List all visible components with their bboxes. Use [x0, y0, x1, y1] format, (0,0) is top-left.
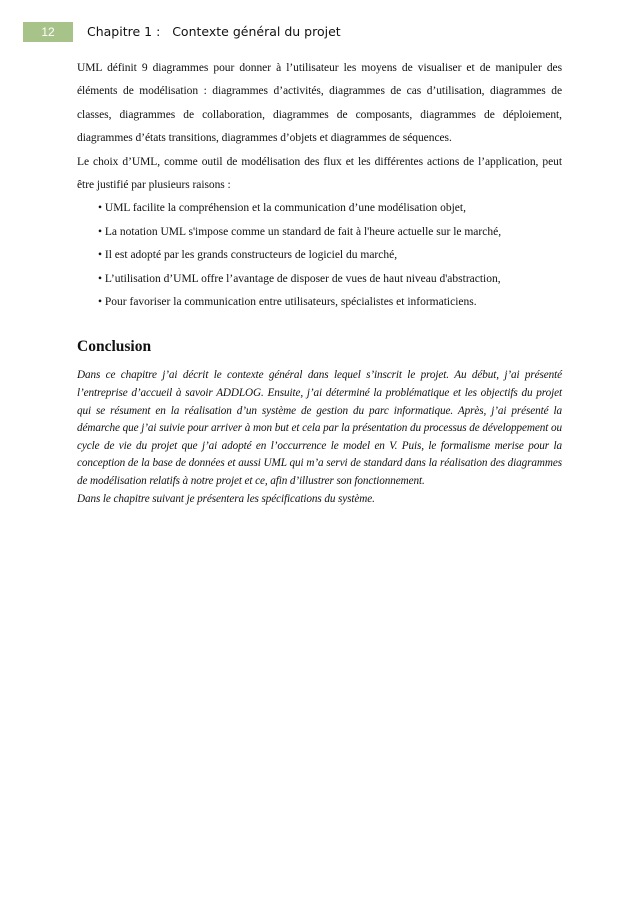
list-item: • Il est adopté par les grands constructeurs de logiciel du marché, — [98, 249, 398, 262]
list-item: • La notation UML s'impose comme un standard de fait à l'heure actuelle sur le marché, — [98, 225, 502, 238]
page-content — [77, 57, 562, 508]
list-item: • Pour favoriser la communication entre utilisateurs, spécialistes et informaticiens. — [98, 296, 477, 309]
page-number: 12 — [23, 22, 73, 42]
next-chapter-paragraph: Dans le chapitre suivant je présentera les spécifications du système. — [77, 492, 375, 505]
chapter-title: Chapitre 1 : Contexte général du projet — [87, 24, 341, 39]
uml-choice-paragraph: Le choix d’UML, comme outil de modélisation des flux et les différentes actions de l’application, peut être justifié par plusieurs raisons : — [77, 155, 562, 192]
conclusion-heading: Conclusion — [77, 338, 152, 356]
conclusion-paragraph: Dans ce chapitre j’ai décrit le contexte général dans lequel s’inscrit le projet. Au début, j’ai présenté l’entreprise d’accueil à savoir ADDLOG. Ensuite, j’ai déterminé la problématique et les objectifs du projet qui se résument en la réalisation d’un système de gestion du parc informatique. Après, j’ai présenté la démarche que j’ai suivie pour arriver à mon but et cela par la présentation du processus de développement ou cycle de vie du projet que j’ai adopté en l’occurrence le model en V. Puis, le formalisme merise pour la conception de la base de données et aussi UML qui m’a servi de standard dans la réalisation des diagrammes de modélisation relatifs à notre projet et ce, afin d’illustrer son fonctionnement. — [77, 369, 562, 488]
list-item: • L’utilisation d’UML offre l’avantage de disposer de vues de haut niveau d'abstraction, — [98, 272, 501, 285]
list-item: • UML facilite la compréhension et la communication d’une modélisation objet, — [98, 202, 466, 215]
uml-diagrams-paragraph: UML définit 9 diagrammes pour donner à l’utilisateur les moyens de visualiser et de manipuler des éléments de modélisation : diagrammes d’activités, diagrammes de cas d’utilisation, diagrammes de classes, diagrammes de collaboration, diagrammes de composants, diagrammes de déploiement, diagrammes d’états transitions, diagrammes d’objets et diagrammes de séquences. — [77, 62, 562, 145]
page-header — [0, 22, 638, 42]
uml-reasons-list — [77, 197, 562, 314]
